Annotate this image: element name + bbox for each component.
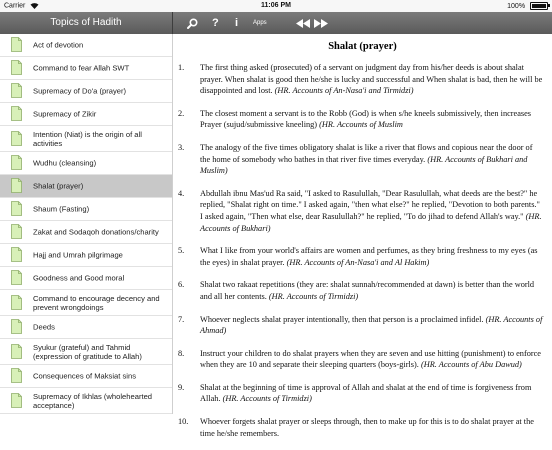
hadith-entry [173,416,552,439]
entry-number: 7. [178,314,185,324]
sidebar-item-label: Wudhu (cleansing) [33,158,97,168]
document-icon [11,106,22,121]
sidebar-item-label: Goodness and Good moral [33,273,125,283]
entry-number: 6. [178,280,185,290]
sidebar-item[interactable] [0,80,172,103]
previous-button[interactable] [296,12,310,34]
document-icon [11,295,22,310]
rewind-icon [296,19,310,28]
sidebar-item-label: Command to fear Allah SWT [33,63,130,73]
entry-source: (HR. Accounts of Ahmad) [200,314,543,336]
entry-number: 4. [178,188,185,198]
sidebar-item-label: Act of devotion [33,40,84,50]
sidebar-item[interactable] [0,126,172,152]
entry-number: 5. [178,246,185,256]
status-bar [0,0,552,12]
entry-source: (HR. Accounts of Muslim [319,120,403,130]
entry-number: 9. [178,382,185,392]
status-battery: 100% [507,2,548,10]
sidebar-item[interactable] [0,244,172,267]
document-icon [11,83,22,98]
entry-number: 2. [178,108,185,118]
sidebar-item[interactable] [0,388,172,414]
hadith-entry [173,314,552,337]
hadith-entries [173,62,552,450]
battery-icon [530,2,548,10]
search-icon [187,18,198,29]
fast-forward-icon [314,19,328,28]
entry-text: The first thing asked (prosecuted) of a servant on judgment day from his/her deeds is about shalat prayer. When shalat is good then he/she is lucky and successful and When shalat is bad, then he will be disappointed and lost. [200,63,543,96]
sidebar-item[interactable] [0,198,172,221]
sidebar-item[interactable] [0,103,172,126]
next-button[interactable] [314,12,328,34]
hadith-entry [173,108,552,131]
document-icon [11,224,22,239]
entry-source: (HR. Accounts of Bukhari and Muslim) [200,154,528,176]
document-icon [11,368,22,383]
entry-text: The analogy of the five times obligatory shalat is like a river that flows and copious near the door of the home of somebody who bathes in that river five times everyday. [200,142,533,164]
sidebar-item[interactable] [0,339,172,365]
entry-number: 3. [178,142,185,152]
sidebar-item-label: Command to encourage decency and prevent wrongdoings [33,293,160,312]
sidebar-item[interactable] [0,152,172,175]
toolbar [173,12,552,34]
document-icon [11,270,22,285]
document-icon [11,344,22,359]
sidebar-item-label: Intention (Niat) is the origin of all activities [33,129,142,148]
entry-text: Abdullah ibnu Mas'ud Ra said, "I asked to Rasulullah, "Dear Rasulullah, what deeds are the best?" he replied, "Shalat right on time." I asked again, "then what else?" he replied, "Devotion to both parents." I asked again, "Then what else, dear Rasulullah?" he replied, "To do jihad to defend Allah's way." [200,188,540,221]
page-title: Shalat (prayer) [328,41,397,52]
sidebar-item[interactable] [0,290,172,316]
sidebar-item[interactable] [0,316,172,339]
sidebar-item-label: Supremacy of Do'a (prayer) [33,86,127,96]
entry-source: (HR. Accounts of Tirmidzi) [222,394,312,404]
document-icon [11,131,22,146]
entry-text: Whoever forgets shalat prayer or sleeps through, then to make up for this is to do shalat prayer at the time he/she remembers. [200,417,534,438]
sidebar-item[interactable] [0,34,172,57]
help-button[interactable]: ? [212,17,219,29]
document-icon [11,37,22,52]
entry-number: 1. [178,63,185,72]
hadith-entry [173,62,552,97]
hadith-entry [173,279,552,302]
entry-number: 8. [178,348,185,358]
search-button[interactable] [187,12,198,34]
entry-source: (HR. Accounts of Tirmidzi) [268,291,359,301]
sidebar-item[interactable] [0,267,172,290]
document-icon [11,319,22,334]
sidebar-item-label: Syukur (grateful) and Tahmid (expression of gratitude to Allah) [33,342,142,361]
sidebar-item[interactable] [0,365,172,388]
document-icon [11,155,22,170]
entry-text: Instruct your children to do shalat prayers when they are seven and use hitting (punishment) to enforce when they are 10 and separate their sleeping quarters (boys-girls). [200,348,541,370]
entry-source: (HR. Accounts of An-Nasa'i and Tirmidzi) [274,86,414,96]
hadith-entry [173,142,552,177]
sidebar-title: Topics of Hadith [0,12,173,34]
sidebar-item-label: Supremacy of Zikir [33,109,97,119]
sidebar-item[interactable] [0,57,172,80]
sidebar-item[interactable] [0,221,172,244]
sidebar-item-label: Shalat (prayer) [33,181,84,191]
sidebar-item-label: Supremacy of Ikhlas (wholehearted acceptance) [33,391,153,410]
apps-button[interactable]: Apps [253,20,267,26]
entry-number: 10. [178,417,189,427]
hadith-entry [173,188,552,234]
sidebar-item[interactable] [0,175,172,198]
entry-text: Shalat at the beginning of time is approval of Allah and shalat at the end of time is forgiveness from Allah. [200,382,532,404]
entry-source: (HR. Accounts of Abu Dawud) [420,360,522,370]
entry-source: (HR. Accounts of An-Nasa'i and Al Hakim) [286,257,430,267]
document-icon [11,201,22,216]
entry-source: (HR. Accounts of Bukhari) [200,211,542,233]
status-time: 11:06 PM [261,2,291,9]
document-icon [11,393,22,408]
document-icon [11,60,22,75]
hadith-entry [173,348,552,371]
entry-text: Whoever neglects shalat prayer intentionally, then that person is a proclaimed infidel. [200,314,486,324]
sidebar-item-label: Hajj and Umrah pilgrimage [33,250,123,260]
entry-text: Shalat two rakaat repetitions (they are: shalat sunnah/recommended at dawn) is better than the world and all her contents. [200,280,535,301]
status-carrier: Carrier [4,2,39,9]
entry-text: What I like from your world's affairs are women and perfumes, as they bring freshness to my eyes (as the eyes) in shalat prayer. [200,246,538,267]
sidebar-item-label: Deeds [33,322,55,332]
hadith-content [173,34,552,438]
hadith-entry [173,245,552,268]
sidebar-item-label: Shaum (Fasting) [33,204,90,214]
sidebar-item-label: Zakat and Sodaqoh donations/charity [33,227,159,237]
document-icon [11,247,22,262]
topics-list [0,34,173,414]
hadith-entry [173,382,552,405]
info-button[interactable]: i [235,17,239,29]
sidebar-item-label: Consequences of Maksiat sins [33,371,136,381]
entry-text: The closest moment a servant is to the Robb (God) is when s/he kneels submissively, then increases Prayer (sujud/submissive kneeling) [200,108,532,130]
document-icon [11,178,22,193]
